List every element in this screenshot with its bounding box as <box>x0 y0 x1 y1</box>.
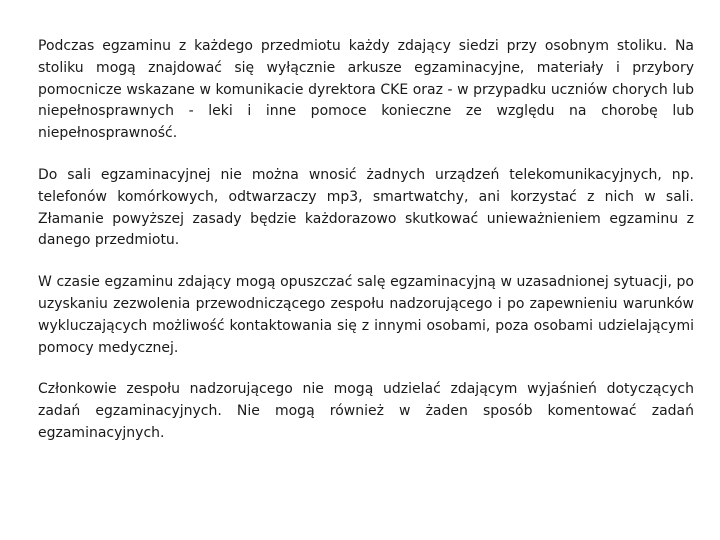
paragraph-leaving-room: W czasie egzaminu zdający mogą opuszczać salę egzaminacyjną w uzasadnionej sytuacji, po uzyskaniu zezwolenia przewodniczącego zespołu nadzorującego i po zapewnieniu warunków wykluczających możliwość kontaktowania się z innymi osobami, poza osobami udzielającymi pomocy medycznej. <box>38 274 694 356</box>
paragraph-seating-rules: Podczas egzaminu z każdego przedmiotu każdy zdający siedzi przy osobnym stoliku. Na stoliku mogą znajdować się wyłącznie arkusze egzaminacyjne, materiały i przybory pomocnicze wskazane w komunikacie dyrektora CKE oraz - w przypadku uczniów chorych lub niepełnosprawnych - leki i inne pomoce konieczne ze względu na chorobę lub niepełnosprawność. <box>38 38 694 142</box>
document-body <box>38 36 694 445</box>
paragraph-supervisor-rules: Członkowie zespołu nadzorującego nie mogą udzielać zdającym wyjaśnień dotyczących zadań egzaminacyjnych. Nie mogą również w żaden sposób komentować zadań egzaminacyjnych. <box>38 381 694 441</box>
paragraph-device-ban: Do sali egzaminacyjnej nie można wnosić żadnych urządzeń telekomunikacyjnych, np. telefonów komórkowych, odtwarzaczy mp3, smartwatchy, ani korzystać z nich w sali. Złamanie powyższej zasady będzie każdorazowo skutkować unieważnieniem egzaminu z danego przedmiotu. <box>38 166 694 249</box>
